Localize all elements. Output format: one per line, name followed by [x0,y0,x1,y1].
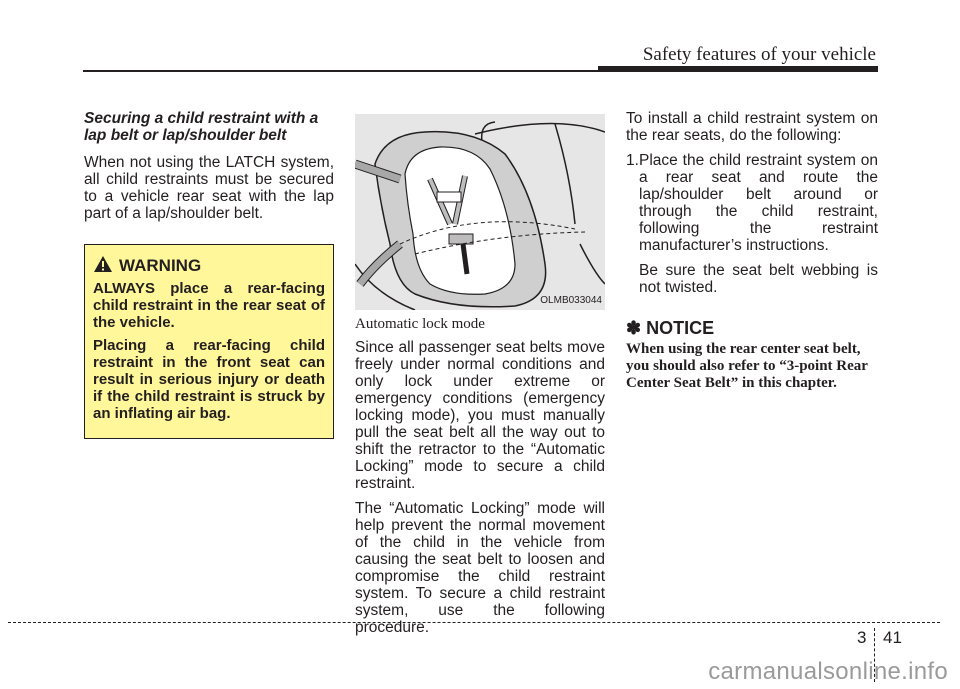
warning-header [93,255,325,276]
right-column [626,110,878,392]
page-number-value: 41 [883,628,902,647]
install-intro: To install a child restraint system on the rear seats, do the following: [626,110,878,144]
footer-rule [8,622,940,623]
chapter-number: 3 [857,628,867,647]
intro-paragraph: When not using the LATCH system, all child restraints must be secured to a vehicle rear seat with the lap part of a lap/shoulder belt. [84,154,334,222]
warning-paragraph-2: Placing a rear-facing child restraint in the front seat can result in serious injury or death if the child restraint is struck by an inflating air bag. [93,337,325,422]
list-item [626,152,878,304]
middle-column [355,112,605,644]
warning-box [84,244,334,439]
step-text: Place the child restraint system on a rear seat and route the lap/shoulder belt around or through the child restraint, following the restraint manufacturer’s instructions. [639,152,878,254]
step-body [639,152,878,304]
header-title: Safety features of your vehicle [642,44,876,65]
header-rule-accent [598,66,878,72]
child-seat-illustration [355,114,605,310]
notice-text: When using the rear center seat belt, you should also refer to “3-point Rear Center Seat Belt” in this chapter. [626,341,868,391]
warning-title: WARNING [119,256,202,275]
figure-code: OLMB033044 [540,295,602,306]
left-column [84,110,334,439]
automatic-lock-paragraph-1: Since all passenger seat belts move freely under normal conditions and only lock under extreme or emergency conditions (emergency locking mode), you must manually pull the seat belt all the way out to shift the retractor to the “Automatic Locking” mode to secure a child restraint. [355,339,605,492]
warning-triangle-icon [93,255,113,276]
warning-paragraph-1: ALWAYS place a rear-facing child restraint in the rear seat of the vehicle. [93,280,325,331]
step-number: 1. [626,152,639,169]
watermark: carmanualsonline.info [708,658,948,685]
section-heading: Securing a child restraint with a lap belt or lap/shoulder belt [84,110,319,144]
install-steps [626,152,878,304]
automatic-lock-paragraph-2: The “Automatic Locking” mode will help prevent the normal movement of the child in the vehicle from causing the seat belt to loosen and compromise the child restraint system. To secure a child restraint system, use the following procedure. [355,500,605,636]
step-subtext: Be sure the seat belt webbing is not twisted. [639,262,878,296]
notice-title: ✽ NOTICE [626,318,715,338]
automatic-lock-heading: Automatic lock mode [355,316,485,332]
